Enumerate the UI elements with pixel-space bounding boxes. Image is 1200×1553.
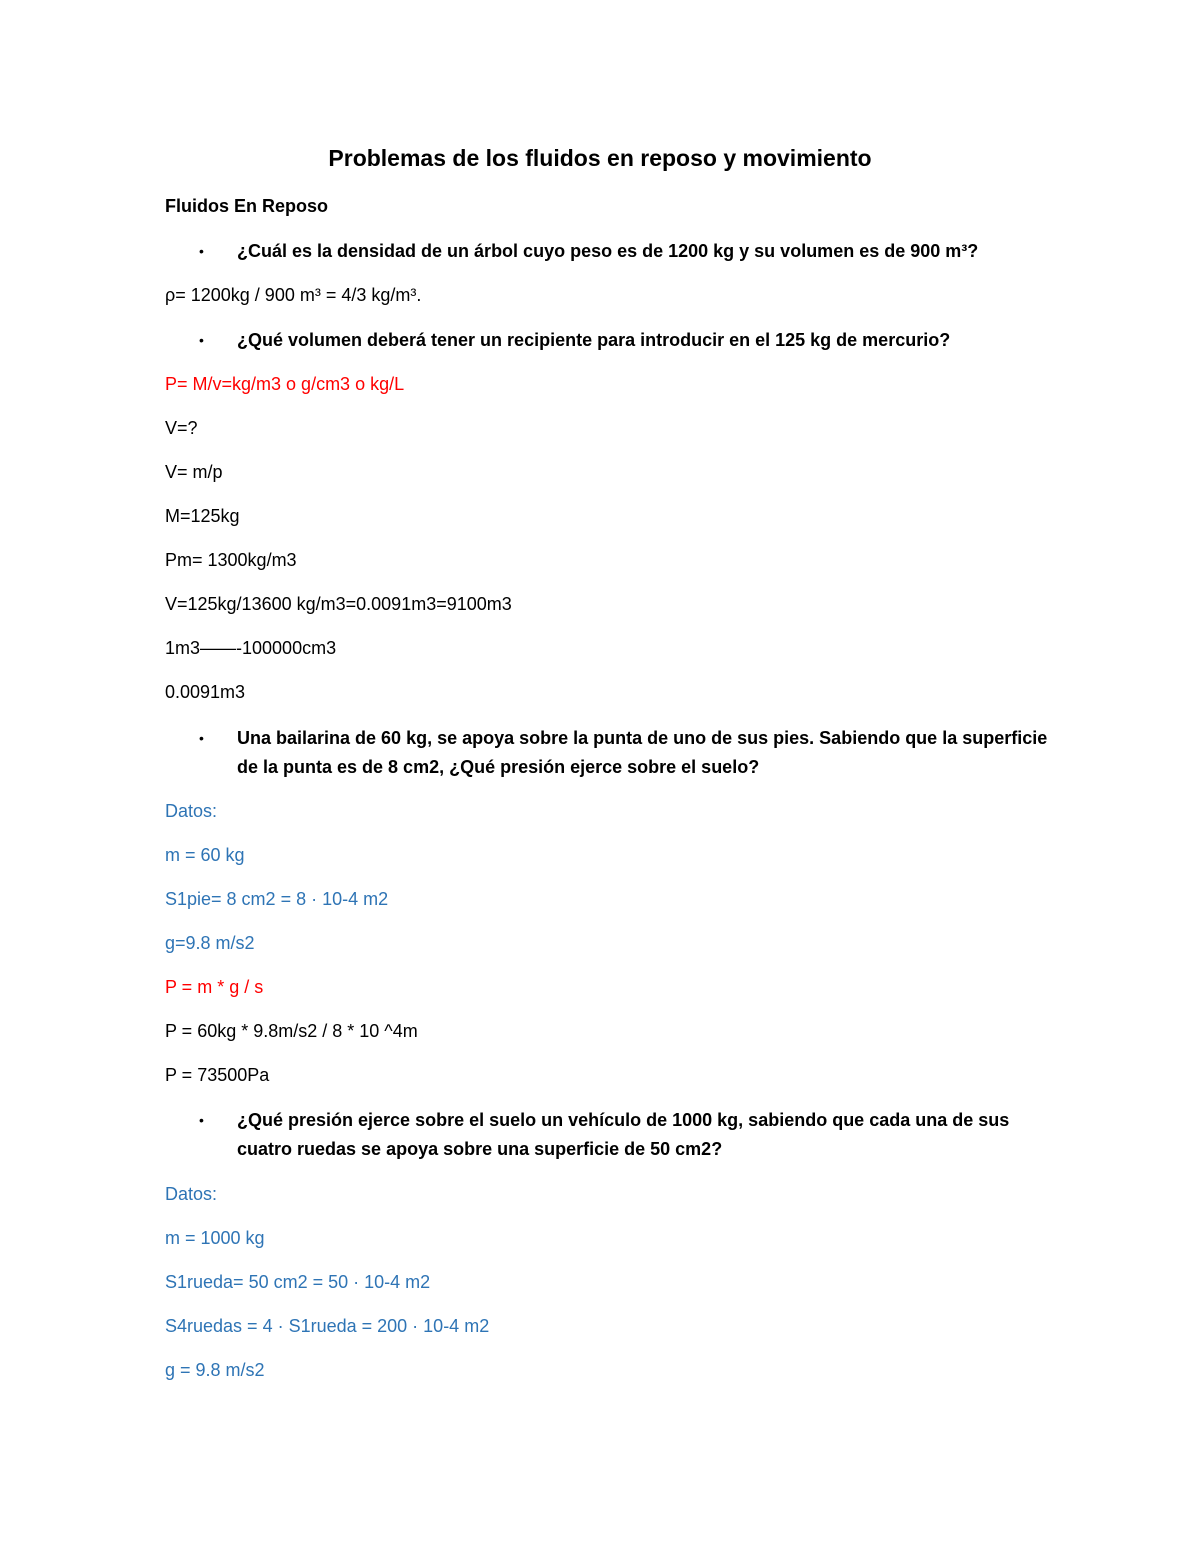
calc-line: 1m3——-100000cm3	[165, 638, 337, 658]
data-line: m = 60 kg	[165, 845, 245, 865]
section-heading: Fluidos En Reposo	[165, 196, 329, 216]
data-line: S1rueda= 50 cm2 = 50 · 10-4 m2	[165, 1272, 431, 1292]
data-heading: Datos:	[165, 801, 218, 821]
calc-line: V=125kg/13600 kg/m3=0.0091m3=9100m3	[165, 594, 512, 614]
calc-line: P = 73500Pa	[165, 1065, 270, 1085]
calc-line: V= m/p	[165, 462, 223, 482]
bullet-icon: •	[199, 730, 204, 746]
formula-line: P= M/v=kg/m3 o g/cm3 o kg/L	[165, 374, 405, 394]
question-4: ¿Qué presión ejerce sobre el suelo un vehículo de 1000 kg, sabiendo que cada una de sus cuatro ruedas se apoya sobre una superficie de 50 cm2?	[237, 1110, 1010, 1159]
document-title: Problemas de los fluidos en reposo y movimiento	[328, 145, 872, 171]
calc-line: Pm= 1300kg/m3	[165, 550, 297, 570]
question-3: Una bailarina de 60 kg, se apoya sobre la punta de uno de sus pies. Sabiendo que la superficie de la punta es de 8 cm2, ¿Qué presión ejerce sobre el suelo?	[237, 728, 1048, 777]
formula-line: P = m * g / s	[165, 977, 264, 997]
calc-line: V=?	[165, 418, 198, 438]
data-line: g = 9.8 m/s2	[165, 1360, 265, 1380]
bullet-icon: •	[199, 332, 204, 348]
bullet-icon: •	[199, 1112, 204, 1128]
bullet-icon: •	[199, 243, 204, 259]
data-line: S1pie= 8 cm2 = 8 · 10-4 m2	[165, 889, 389, 909]
data-line: S4ruedas = 4 · S1rueda = 200 · 10-4 m2	[165, 1316, 490, 1336]
calc-line: P = 60kg * 9.8m/s2 / 8 * 10 ^4m	[165, 1021, 418, 1041]
data-line: g=9.8 m/s2	[165, 933, 255, 953]
data-heading: Datos:	[165, 1184, 218, 1204]
calc-line: 0.0091m3	[165, 682, 246, 702]
calc-line: M=125kg	[165, 506, 240, 526]
answer-1: ρ= 1200kg / 900 m³ = 4/3 kg/m³.	[165, 285, 422, 305]
question-2: ¿Qué volumen deberá tener un recipiente para introducir en el 125 kg de mercurio?	[237, 330, 951, 350]
question-1: ¿Cuál es la densidad de un árbol cuyo peso es de 1200 kg y su volumen es de 900 m³?	[237, 241, 979, 261]
data-line: m = 1000 kg	[165, 1228, 265, 1248]
